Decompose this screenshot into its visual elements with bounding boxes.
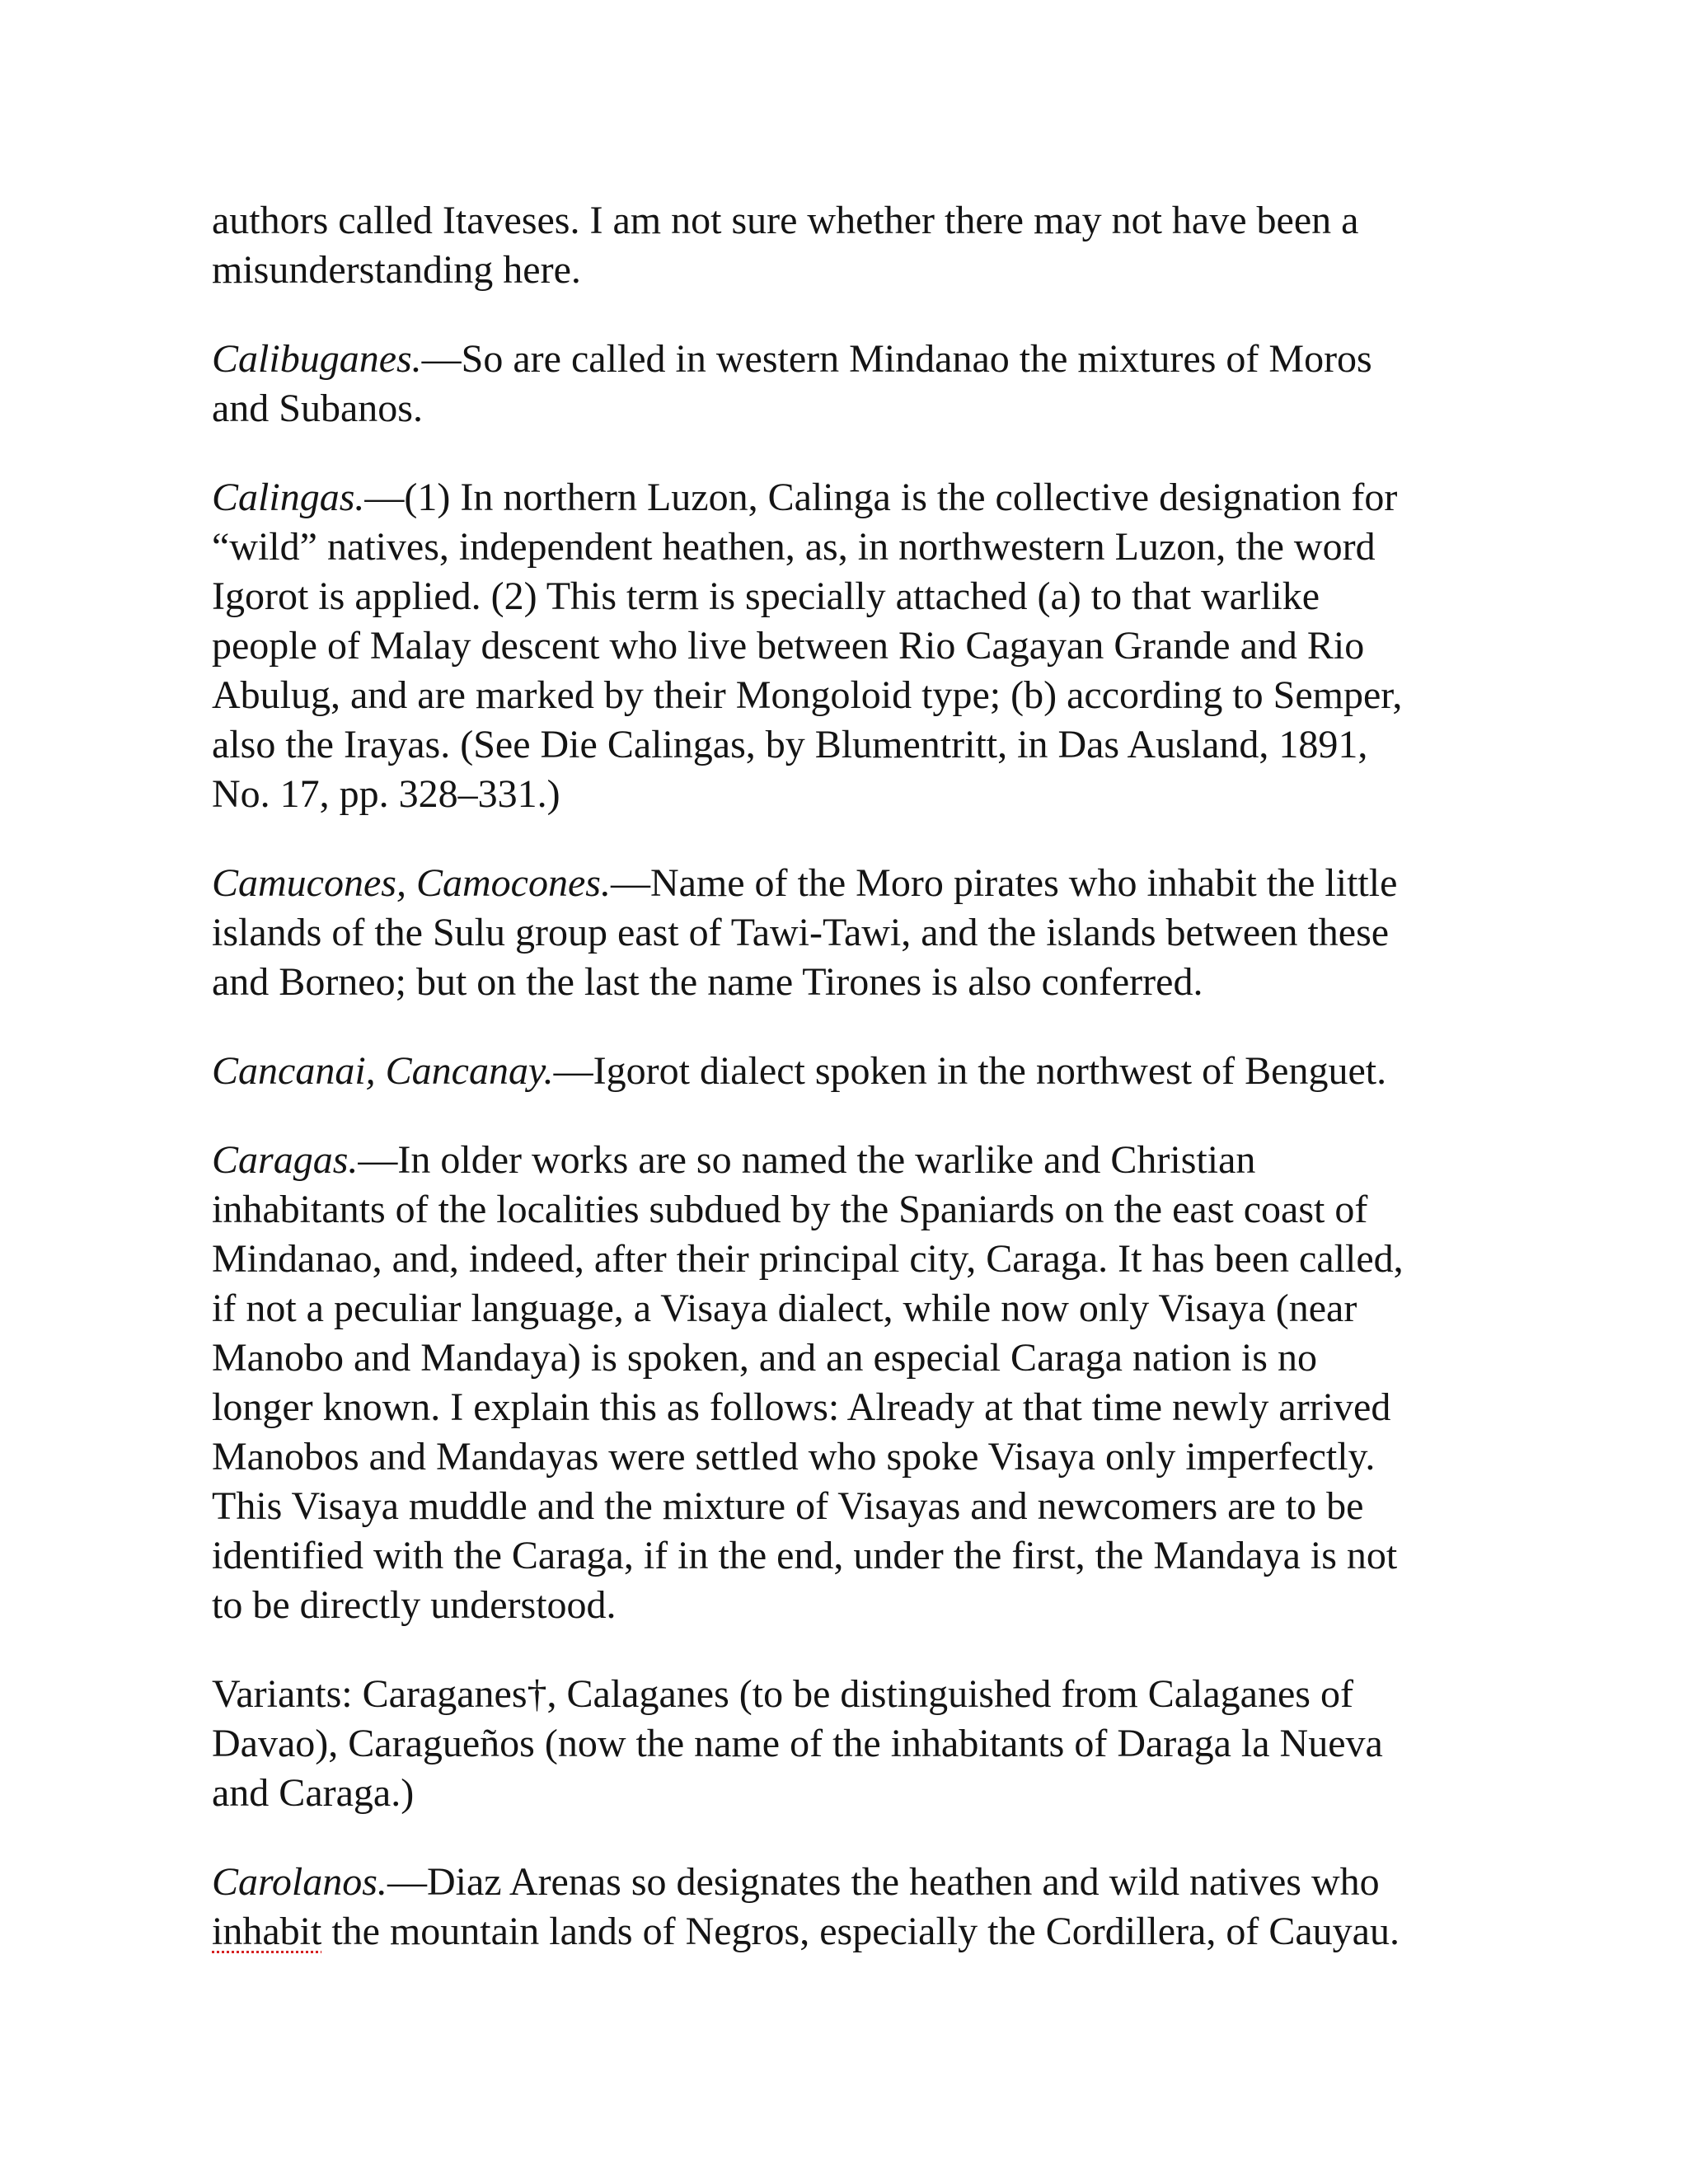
entry-body: —Diaz Arenas so designates the heathen and wild natives who [387,1860,1380,1904]
paragraph-body: Variants: Caraganes†, Calaganes (to be distinguished from Calaganes of Davao), Caragueños (now the name of the inhabitants of Daraga la Nueva and Caraga.) [212,1672,1383,1815]
entry-body: —(1) In northern Luzon, Calinga is the collective designation for “wild” natives, independent heathen, as, in northwestern Luzon, the word Igorot is applied. (2) This term is specially attached (a) to that warlike people of Malay descent who live between Rio Cagayan Grande and Rio Abulug, and are marked by their Mongoloid type; (b) according to Semper, also the Irayas. (See Die Calingas, by Blumentritt, in Das Ausland, 1891, No. 17, pp. 328–331.) [212,476,1403,816]
text-column [212,196,1481,1996]
entry-term: Calingas. [212,476,365,519]
entry-caragas [212,1136,1481,1630]
spellcheck-flagged-word[interactable]: inhabit [212,1910,322,1953]
entry-term: Cancanai, Cancanay. [212,1049,554,1093]
entry-body: —Igorot dialect spoken in the northwest of Benguet. [553,1049,1387,1093]
paragraph-body: authors called Itaveses. I am not sure whether there may not have been a misunderstanding here. [212,199,1359,292]
entry-body-continued: the mountain lands of Negros, especially the Cordillera, of Cauyau. [321,1910,1400,1953]
entry-body: —So are called in western Mindanao the mixtures of Moros and Subanos. [212,337,1372,430]
entry-calibuganes [212,335,1481,434]
entry-cancanai [212,1047,1481,1096]
entry-term: Carolanos. [212,1860,387,1904]
entry-carolanos [212,1858,1481,1957]
entry-body: —Name of the Moro pirates who inhabit the little islands of the Sulu group east of Tawi-Tawi, and the islands between these and Borneo; but on the last the name Tirones is also conferred. [212,861,1398,1004]
entry-body: —In older works are so named the warlike and Christian inhabitants of the localities subdued by the Spaniards on the east coast of Mindanao, and, indeed, after their principal city, Caraga. It has been called, if not a peculiar language, a Visaya dialect, while now only Visaya (near Manobo and Mandaya) is spoken, and an especial Caraga nation is no longer known. I explain this as follows: Already at that time newly arrived Manobos and Mandayas were settled who spoke Visaya only imperfectly. This Visaya muddle and the mixture of Visayas and newcomers are to be identified with the Caraga, if in the end, under the first, the Mandaya is not to be directly understood. [212,1138,1404,1627]
paragraph-caragas-variants [212,1670,1481,1818]
entry-camucones [212,859,1481,1007]
entry-calingas [212,473,1481,819]
paragraph-itaveses-continuation [212,196,1481,295]
entry-term: Caragas. [212,1138,359,1182]
entry-term: Calibuganes. [212,337,422,381]
entry-term: Camucones, Camocones. [212,861,611,905]
